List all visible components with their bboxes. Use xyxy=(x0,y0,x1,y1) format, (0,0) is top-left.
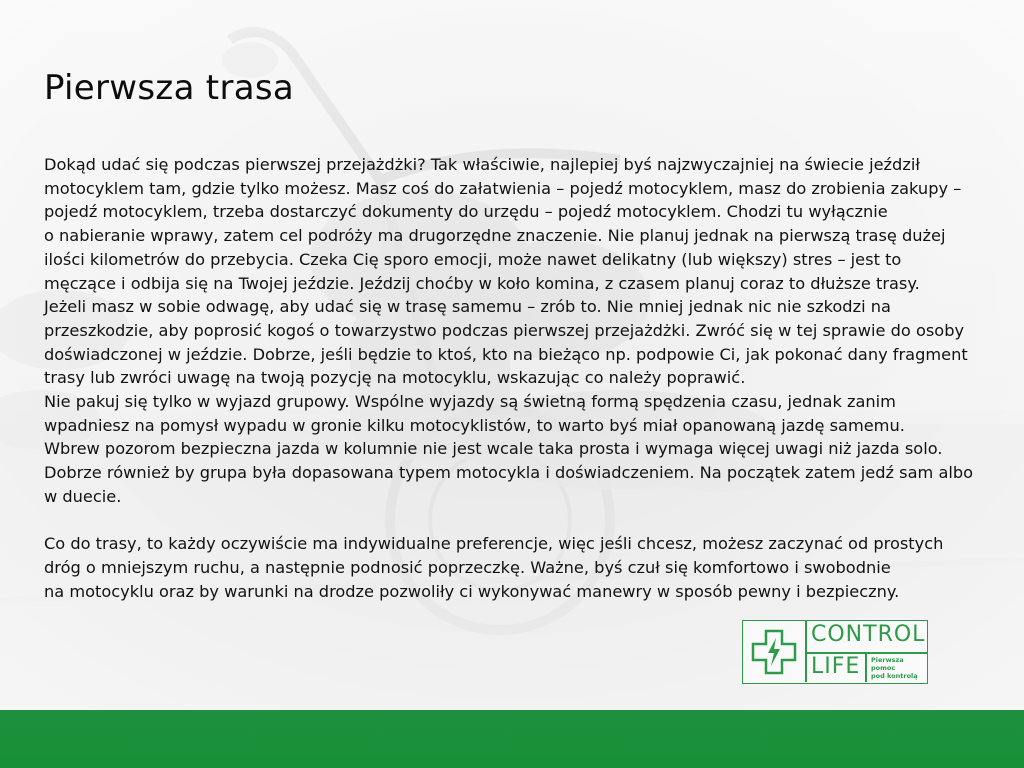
text-line: na motocyklu oraz by warunki na drodze pozwoliły ci wykonywać manewry w sposób pewny i bezpieczny. xyxy=(44,581,900,601)
text-line: dróg o mniejszym ruchu, a następnie podnosić poprzeczkę. Ważne, byś czuł się komfortowo i swobodnie xyxy=(44,557,891,577)
logo-tagline xyxy=(871,656,918,680)
text-line: doświadczonej w jeździe. Dobrze, jeśli będzie to ktoś, kto na bieżąco np. podpowie Ci, jak pokonać dany fragment xyxy=(44,344,968,364)
footer-bar xyxy=(0,710,1024,768)
paragraph-gap xyxy=(44,509,994,533)
logo-tagline-line: Pierwsza xyxy=(871,656,904,664)
text-line: wpadniesz na pomysł wypadu w gronie kilku motocyklistów, to warto byś miał opanowaną jazdę samemu. xyxy=(44,415,905,435)
text-line: przeszkodzie, aby poprosić kogoś o towarzystwo podczas pierwszej przejażdżki. Zwróć się w tej sprawie do osoby xyxy=(44,320,965,340)
text-line: Dobrze również by grupa była dopasowana typem motocykla i doświadczeniem. Na początek zatem jedź sam albo xyxy=(44,463,974,483)
text-line: w duecie. xyxy=(44,486,122,506)
logo-tagline-line: pomoc xyxy=(871,664,896,672)
text-line: Jeżeli masz w sobie odwagę, aby udać się w trasę samemu – zrób to. Nie mniej jednak nic nie szkodzi na xyxy=(44,297,891,317)
text-line: męczące i odbija się na Twojej jeździe. Jeździj choćby w koło komina, z czasem planuj coraz to dłuższe trasy. xyxy=(44,273,920,293)
control-life-logo xyxy=(742,620,928,684)
text-line: pojedź motocyklem, trzeba dostarczyć dokumenty do urzędu – pojedź motocyklem. Chodzi tu wyłącznie xyxy=(44,202,888,222)
logo-word-life: LIFE xyxy=(811,654,861,679)
text-line: ilości kilometrów do przebycia. Czeka Cię sporo emocji, może nawet delikatny (lub większy) stres – jest to xyxy=(44,249,902,269)
logo-divider xyxy=(865,654,867,682)
text-line: Wbrew pozorom bezpieczna jazda w kolumnie nie jest wcale taka prosta i wymaga więcej uwagi niż jazda solo. xyxy=(44,439,943,459)
logo-word-control: CONTROL xyxy=(811,622,926,647)
plus-lightning-icon xyxy=(751,629,797,675)
text-line: motocyklem tam, gdzie tylko możesz. Masz coś do załatwienia – pojedź motocyklem, masz do zrobienia zakupy – xyxy=(44,178,962,198)
text-line: Nie pakuj się tylko w wyjazd grupowy. Wspólne wyjazdy są świetną formą spędzenia czasu, jednak zanim xyxy=(44,392,896,412)
text-line: o nabieranie wprawy, zatem cel podróży ma drugorzędne znaczenie. Nie planuj jednak na pierwszą trasę dużej xyxy=(44,226,946,246)
page-title: Pierwsza trasa xyxy=(44,68,295,108)
text-line: Dokąd udać się podczas pierwszej przejażdżki? Tak właściwie, najlepiej byś najzwyczajniej na świecie jeździł xyxy=(44,155,920,174)
logo-tagline-line: pod kontrolą xyxy=(871,672,918,680)
text-line: Co do trasy, to każdy oczywiście ma indywidualne preferencje, więc jeśli chcesz, możesz zaczynać od prostych xyxy=(44,534,944,554)
text-line: trasy lub zwróci uwagę na twoją pozycję na motocyklu, wskazując co należy poprawić. xyxy=(44,368,746,388)
body-text xyxy=(44,153,994,603)
